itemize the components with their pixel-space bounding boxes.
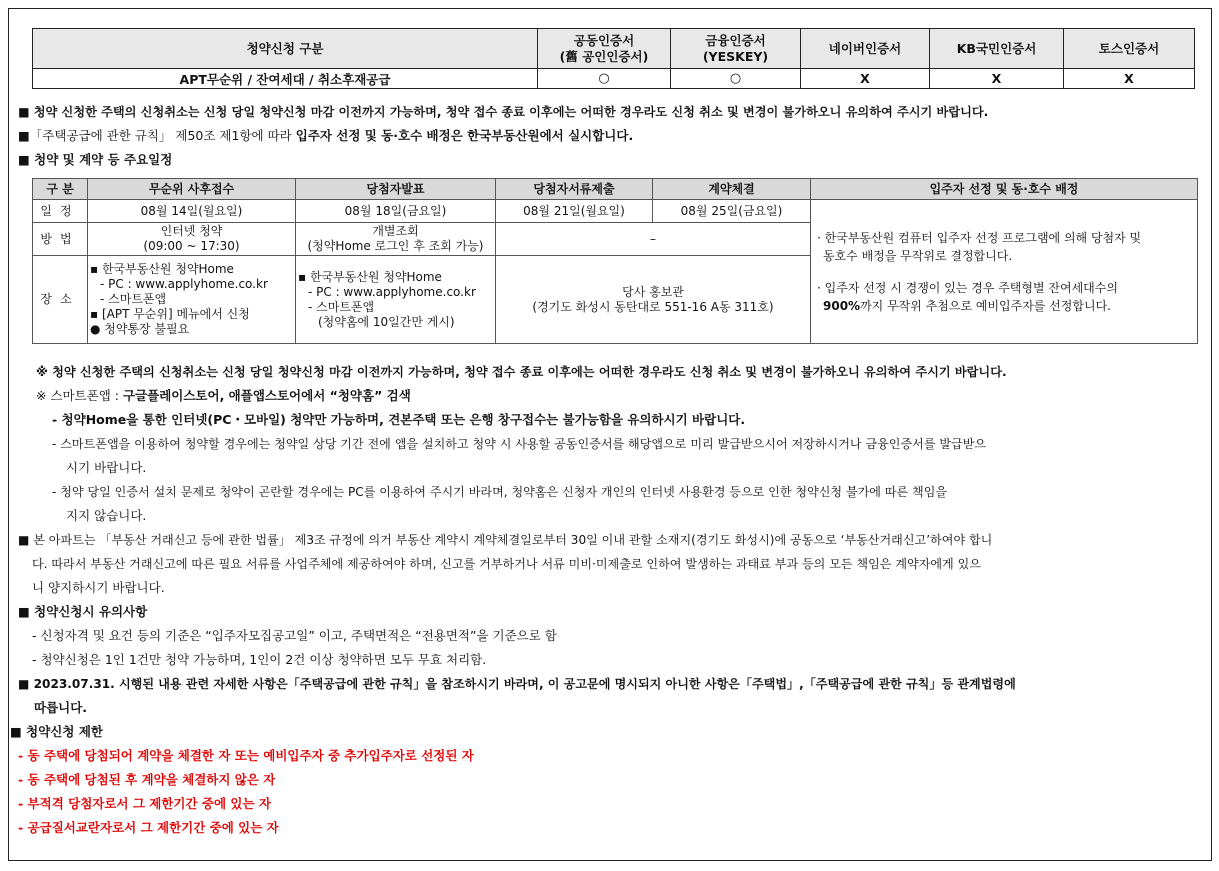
para-report-3: 니 양지하시기 바랍니다.: [32, 580, 165, 595]
col-fin-cert: 금융인증서 (YESKEY): [671, 29, 801, 69]
sched-r2-docs-contract: –: [496, 223, 811, 256]
sched-h-div: 구 분: [33, 179, 88, 200]
law-notice: ■ 2023.07.31. 시행된 내용 관련 자세한 사항은「주택공급에 관한 규칙」을 참조하시기 바라며, 이 공고문에 명시되지 아니한 사항은「주택법」,「주택공급에 관한 규칙」등 관계법령에: [18, 677, 1016, 691]
sched-r1-docs: 08월 21일(월요일): [496, 200, 653, 223]
sched-r2-announce: 개별조회 (청약Home 로그인 후 조회 가능): [296, 223, 496, 256]
col-kb-cert: KB국민인증서: [930, 29, 1064, 69]
dash-cert-issue-cont: 지지 않습니다.: [66, 508, 147, 523]
sched-select-note: · 한국부동산원 컴퓨터 입주자 선정 프로그램에 의해 당첨자 및 동호수 배정을 무작위로 결정합니다. · 입주자 선정 시 경쟁이 있는 경우 주택형별 잔여세대수의 900%까지 무작위 추첨으로 예비입주자를 선정합니다.: [811, 200, 1198, 344]
col-type: 청약신청 구분: [33, 29, 538, 69]
restrict-4: - 공급질서교란자로서 그 제한기간 중에 있는 자: [18, 820, 279, 835]
notice-cancel: ■ 청약 신청한 주택의 신청취소는 신청 당일 청약신청 마감 이전까지 가능하며, 청약 접수 종료 이후에는 어떠한 경우라도 신청 취소 및 변경이 불가하오니 유의하여 주시기 바랍니다.: [18, 105, 989, 119]
sched-h-select: 입주자 선정 및 동·호수 배정: [811, 179, 1198, 200]
restrict-heading: ■ 청약신청 제한: [10, 724, 103, 739]
restrict-2: - 동 주택에 당첨된 후 계약을 체결하지 않은 자: [18, 772, 276, 787]
caution-heading: ■ 청약신청시 유의사항: [18, 604, 148, 619]
dash-online-only: - 청약Home을 통한 인터넷(PC・모바일) 청약만 가능하며, 견본주택 또는 은행 창구접수는 불가능함을 유의하시기 바랍니다.: [52, 412, 746, 427]
col-toss-cert: 토스인증서: [1064, 29, 1195, 69]
dash-app-install: - 스마트폰앱을 이용하여 청약할 경우에는 청약일 상당 기간 전에 앱을 설치하고 청약 시 사용할 공동인증서를 해당앱으로 미리 발급받으시어 저장하시거나 금융인증서를 발급받으: [52, 437, 987, 451]
notice-rule: ■「주택공급에 관한 규칙」 제50조 제1항에 따라 입주자 선정 및 동·호수 배정은 한국부동산원에서 실시합니다.: [18, 128, 634, 143]
col-naver-cert: 네이버인증서: [801, 29, 930, 69]
sched-r1-announce: 08월 18일(금요일): [296, 200, 496, 223]
certificate-table: [32, 28, 1195, 89]
joint-available: ○: [538, 69, 671, 89]
caution-1: - 신청자격 및 요건 등의 기준은 “입주자모집공고일” 이고, 주택면적은 “전용면적”을 기준으로 함: [32, 628, 557, 643]
law-notice-cont: 따릅니다.: [34, 700, 88, 715]
toss-unavailable: X: [1064, 69, 1195, 89]
star-cancel: ※ 청약 신청한 주택의 신청취소는 신청 당일 청약신청 마감 이전까지 가능하며, 청약 접수 종료 이후에는 어떠한 경우라도 신청 취소 및 변경이 불가하오니 유의하여 주시기 바랍니다.: [36, 365, 1007, 379]
schedule-heading: ■ 청약 및 계약 등 주요일정: [18, 152, 173, 167]
kb-unavailable: X: [930, 69, 1064, 89]
sched-r1-contract: 08월 25일(금요일): [653, 200, 811, 223]
fin-available: ○: [671, 69, 801, 89]
sched-r3-unranked: ▪ 한국부동산원 청약Home - PC : www.applyhome.co.kr - 스마트폰앱 ▪ [APT 무순위] 메뉴에서 신청 ● 청약통장 불필요: [88, 256, 296, 344]
naver-unavailable: X: [801, 69, 930, 89]
table-row: [33, 69, 1195, 89]
sched-h-docs: 당첨자서류제출: [496, 179, 653, 200]
para-report-2: 다. 따라서 부동산 거래신고에 따른 필요 서류를 사업주체에 제공하여야 하며, 신고를 거부하거나 서류 미비·미제출로 인하여 발생하는 과태료 부과 등의 모든 책임은 계약자에게 있으: [32, 557, 981, 571]
sched-r2-unranked: 인터넷 청약 (09:00 ~ 17:30): [88, 223, 296, 256]
row-label: APT무순위 / 잔여세대 / 취소후재공급: [33, 69, 538, 89]
star-smartphone: ※ 스마트폰앱 : 구글플레이스토어, 애플앱스토어에서 “청약홈” 검색: [36, 388, 411, 403]
sched-r3-announce: ▪ 한국부동산원 청약Home - PC : www.applyhome.co.kr - 스마트폰앱 (청약홈에 10일간만 게시): [296, 256, 496, 344]
dash-cert-issue: - 청약 당일 인증서 설치 문제로 청약이 곤란할 경우에는 PC를 이용하여 주시기 바라며, 청약홈은 신청자 개인의 인터넷 사용환경 등으로 인한 청약신청 불가에 따른 책임을: [52, 485, 948, 499]
sched-r1-unranked: 08월 14일(월요일): [88, 200, 296, 223]
sched-h-contract: 계약체결: [653, 179, 811, 200]
sched-r3-label: 장소: [33, 256, 88, 344]
sched-r3-docs: 당사 홍보관 (경기도 화성시 동탄대로 551-16 A동 311호): [496, 256, 811, 344]
col-joint-cert: 공동인증서 (舊 공인인증서): [538, 29, 671, 69]
dash-app-install-cont: 시기 바랍니다.: [66, 460, 147, 475]
restrict-3: - 부적격 당첨자로서 그 제한기간 중에 있는 자: [18, 796, 272, 811]
sched-h-unranked: 무순위 사후접수: [88, 179, 296, 200]
sched-r2-label: 방법: [33, 223, 88, 256]
sched-h-announce: 당첨자발표: [296, 179, 496, 200]
caution-2: - 청약신청은 1인 1건만 청약 가능하며, 1인이 2건 이상 청약하면 모두 무효 처리함.: [32, 652, 487, 667]
restrict-1: - 동 주택에 당첨되어 계약을 체결한 자 또는 예비입주자 중 추가입주자로 선정된 자: [18, 748, 474, 763]
para-report: ■ 본 아파트는 「부동산 거래신고 등에 관한 법률」 제3조 규정에 의거 부동산 계약시 계약체결일로부터 30일 이내 관할 소재지(경기도 화성시)에 공동으로 ‘부동산거래신고’하여야 합니: [18, 533, 993, 547]
sched-r1-label: 일정: [33, 200, 88, 223]
table-row: [33, 200, 1198, 223]
schedule-table: [32, 178, 1198, 344]
